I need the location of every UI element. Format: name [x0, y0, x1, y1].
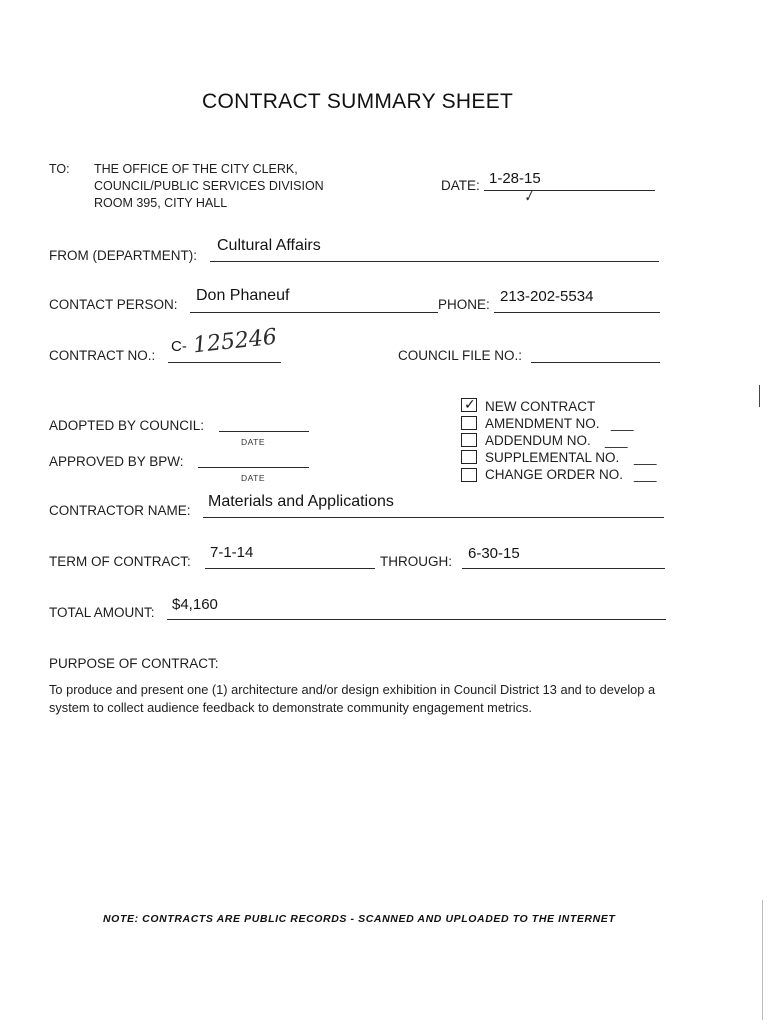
purpose-label: PURPOSE OF CONTRACT:	[49, 656, 219, 671]
phone-label: PHONE:	[438, 297, 490, 312]
from-underline	[210, 261, 659, 262]
to-line-3: ROOM 395, CITY HALL	[94, 196, 228, 210]
checkbox-label-new-contract: NEW CONTRACT	[485, 399, 596, 414]
term-start-underline	[205, 568, 375, 569]
adopted-date-caption: DATE	[241, 437, 266, 447]
from-value: Cultural Affairs	[217, 237, 321, 254]
total-label: TOTAL AMOUNT:	[49, 605, 155, 620]
purpose-text: To produce and present one (1) architecture and/or design exhibition in Council District 13 and to develop a system to collect audience feedback to demonstrate community engagement metrics.	[49, 682, 656, 715]
contract-no-label: CONTRACT NO.:	[49, 348, 156, 363]
checkbox-label-supplemental: SUPPLEMENTAL NO.	[485, 450, 620, 465]
checkbox-addendum[interactable]	[461, 433, 477, 447]
checkbox-change-order[interactable]	[461, 468, 477, 482]
checkbox-blank-supplemental: ___	[634, 450, 657, 465]
total-value: $4,160	[172, 596, 218, 613]
date-label: DATE:	[441, 178, 480, 193]
contractor-underline	[203, 517, 664, 518]
term-end-underline	[462, 568, 665, 569]
adopted-label: ADOPTED BY COUNCIL:	[49, 418, 205, 433]
contract-no-value: 125246	[191, 324, 279, 359]
scan-edge-mark	[759, 385, 760, 407]
approved-underline	[198, 467, 309, 468]
page-title: CONTRACT SUMMARY SHEET	[202, 90, 514, 113]
checkbox-blank-addendum: ___	[605, 433, 628, 448]
through-label: THROUGH:	[380, 554, 452, 569]
checkbox-label-addendum: ADDENDUM NO.	[485, 433, 591, 448]
contractor-label: CONTRACTOR NAME:	[49, 503, 191, 518]
adopted-underline	[219, 431, 309, 432]
checkbox-label-amendment: AMENDMENT NO.	[485, 416, 600, 431]
phone-underline	[494, 312, 660, 313]
total-underline	[167, 619, 666, 620]
council-file-underline	[531, 362, 660, 363]
contact-value: Don Phaneuf	[196, 287, 290, 304]
contract-no-underline	[168, 362, 281, 363]
checkbox-label-change-order: CHANGE ORDER NO.	[485, 467, 624, 482]
contract-no-prefix: C-	[171, 338, 187, 355]
scan-edge-shadow	[762, 900, 763, 1020]
to-line-1: THE OFFICE OF THE CITY CLERK,	[94, 162, 298, 176]
checkbox-supplemental[interactable]	[461, 450, 477, 464]
to-label: TO:	[49, 162, 70, 176]
phone-value: 213-202-5534	[500, 288, 594, 305]
council-file-label: COUNCIL FILE NO.:	[398, 348, 523, 363]
from-label: FROM (DEPARTMENT):	[49, 248, 197, 263]
term-end-value: 6-30-15	[468, 545, 520, 562]
public-records-note: NOTE: CONTRACTS ARE PUBLIC RECORDS - SCANNED AND UPLOADED TO THE INTERNET	[103, 913, 616, 925]
check-mark-icon: ✓	[464, 396, 476, 412]
contractor-value: Materials and Applications	[208, 493, 394, 510]
date-underline	[484, 190, 655, 191]
approved-label: APPROVED BY BPW:	[49, 454, 184, 469]
checkbox-amendment[interactable]	[461, 416, 477, 430]
checkbox-blank-change-order: ___	[634, 467, 657, 482]
checkbox-blank-amendment: ___	[611, 416, 634, 431]
date-initials: ✓	[520, 187, 538, 207]
approved-date-caption: DATE	[241, 473, 266, 483]
term-start-value: 7-1-14	[210, 544, 254, 561]
date-value: 1-28-15	[489, 170, 541, 187]
checkbox-new-contract[interactable]	[461, 398, 477, 412]
contact-label: CONTACT PERSON:	[49, 297, 178, 312]
term-label: TERM OF CONTRACT:	[49, 554, 191, 569]
to-line-2: COUNCIL/PUBLIC SERVICES DIVISION	[94, 179, 324, 193]
contact-underline	[190, 312, 438, 313]
